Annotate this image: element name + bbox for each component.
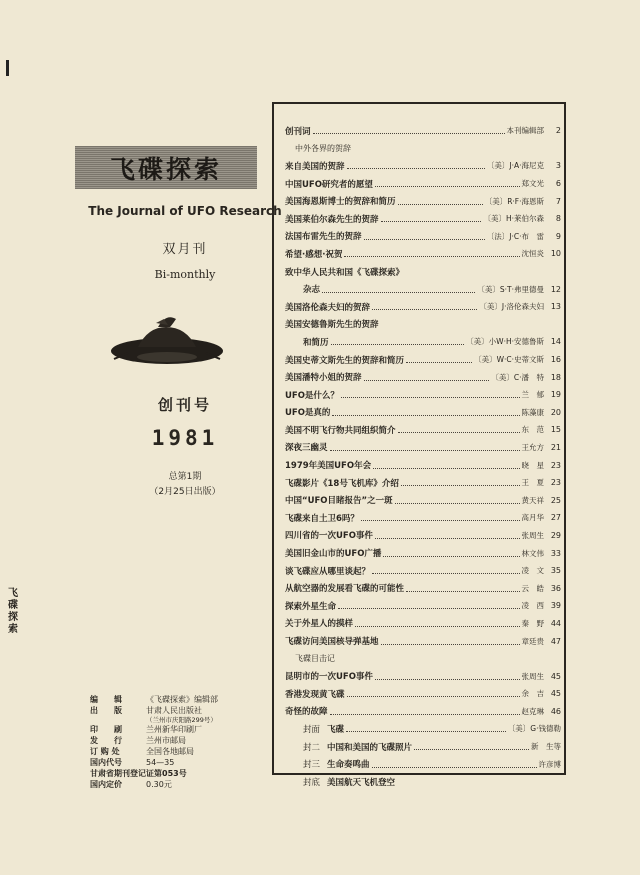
toc-entry <box>285 421 561 439</box>
toc-title: 美国洛伦森夫妇的贺辞 <box>285 302 371 313</box>
toc-author: 〔美〕J·A·海尼克 <box>486 161 544 171</box>
toc-leader <box>322 286 475 293</box>
toc-leader <box>414 743 529 750</box>
toc-leader <box>347 690 520 697</box>
toc-page: 23 <box>550 478 561 488</box>
toc-title: 法国布雷先生的贺辞 <box>285 232 362 243</box>
toc-author: 高月华 <box>521 513 544 523</box>
toc-author: 兰 郁 <box>521 390 544 400</box>
toc-title: 美国航天飞机登空 <box>327 777 396 788</box>
toc-title: 生命奏鸣曲 <box>327 760 370 771</box>
toc-leader <box>401 479 520 486</box>
imprint-row <box>90 746 218 757</box>
toc-leader <box>381 215 482 222</box>
toc-page: 33 <box>550 548 561 558</box>
imprint-key: 出 版 <box>90 706 122 715</box>
toc-leader <box>381 638 520 645</box>
toc-page: 18 <box>550 372 561 382</box>
toc-entry <box>285 404 561 422</box>
toc-entry <box>285 351 561 369</box>
toc-section-title: 中外各界的贺辞 <box>295 143 351 153</box>
toc-leader <box>313 127 505 134</box>
toc-author: 〔美〕C·潘 特 <box>491 372 544 382</box>
issue-date: （2月25日出版） <box>149 487 221 497</box>
toc-title: 中国“UFO目睹报告”之一斑 <box>285 496 393 507</box>
toc-leader <box>331 338 465 345</box>
toc-author: 〔美〕J·洛伦森夫妇 <box>479 302 544 312</box>
toc-leader <box>330 708 520 715</box>
imprint-row <box>90 779 218 790</box>
toc-entry <box>285 720 561 738</box>
journal-english-title: The Journal of UFO Research <box>88 204 282 218</box>
toc-entry <box>285 263 561 281</box>
toc-title: UFO是真的 <box>285 408 331 419</box>
toc-entry <box>285 562 561 580</box>
toc-entry <box>285 210 561 228</box>
toc-author: 林文伟 <box>521 548 544 558</box>
toc-title: 奇怪的故障 <box>285 707 328 718</box>
toc-leader <box>338 602 519 609</box>
toc-entry <box>285 456 561 474</box>
toc-leader <box>361 514 520 521</box>
toc-author: 本刊编辑部 <box>506 126 544 136</box>
toc-entry <box>285 491 561 509</box>
imprint-row <box>90 694 218 705</box>
toc-page: 29 <box>550 530 561 540</box>
toc-entry <box>285 192 561 210</box>
toc-leader <box>372 567 519 574</box>
toc-entry <box>285 298 561 316</box>
toc-entry <box>285 333 561 351</box>
toc-page: 39 <box>550 601 561 611</box>
toc-entry <box>285 755 561 773</box>
toc-page: 2 <box>555 126 561 136</box>
toc-page: 7 <box>555 196 561 206</box>
imprint-info <box>90 694 218 790</box>
toc-leader <box>346 725 506 732</box>
imprint-key: 国内定价 <box>90 780 122 789</box>
toc-author: 余 吉 <box>521 689 544 699</box>
toc-leader <box>344 250 519 257</box>
toc-leader <box>364 374 490 381</box>
toc-title: 美国潘特小姐的贺辞 <box>285 373 362 384</box>
toc-entry <box>285 368 561 386</box>
toc-title: 飞碟来自土卫6吗？ <box>285 513 359 524</box>
toc-title: 从航空器的发展看飞碟的可能性 <box>285 584 405 595</box>
issue-title: 创刊号 <box>157 396 212 414</box>
toc-page: 44 <box>550 618 561 628</box>
imprint-value: 54—35 <box>146 758 175 767</box>
toc-leader <box>373 462 519 469</box>
toc-author: 云 皓 <box>521 583 544 593</box>
toc-title: 飞碟 <box>327 724 345 735</box>
toc-entry <box>285 122 561 140</box>
toc-title: 飞碟访问美国核导弹基地 <box>285 637 379 648</box>
toc-section-heading <box>285 140 561 158</box>
toc-author: 凌 文 <box>521 566 544 576</box>
imprint-row <box>90 724 218 735</box>
toc-section-heading <box>285 650 561 668</box>
toc-author: 凌 西 <box>521 601 544 611</box>
toc-title: 昆明市的一次UFO事件 <box>285 672 373 683</box>
toc-page: 21 <box>550 442 561 452</box>
toc-title: UFO是什么？ <box>285 390 339 401</box>
toc-leader <box>406 356 472 363</box>
toc-author: 沈恒炎 <box>521 249 544 259</box>
toc-entry <box>285 632 561 650</box>
toc-entry <box>285 527 561 545</box>
toc-page: 45 <box>550 671 561 681</box>
toc-entry <box>285 667 561 685</box>
masthead-logo <box>75 146 257 189</box>
toc-leader <box>398 426 520 433</box>
toc-title: 美国莱伯尔森先生的贺辞 <box>285 214 379 225</box>
toc-page: 16 <box>550 355 561 365</box>
spine-mark <box>6 60 9 76</box>
toc-page: 13 <box>550 302 561 312</box>
toc-title: 1979年美国UFO年会 <box>285 461 372 472</box>
toc-cover-label: 封底 <box>303 777 321 788</box>
toc-title: 探索外星生命 <box>285 601 337 612</box>
toc-page: 25 <box>550 495 561 505</box>
ufo-illustration <box>108 313 226 371</box>
toc-entry <box>285 615 561 633</box>
imprint-key: 编 辑 <box>90 695 122 704</box>
toc-title: 来自美国的贺辞 <box>285 161 345 172</box>
toc-entry <box>285 773 561 791</box>
toc-title: 中国和美国的飞碟照片 <box>327 742 413 753</box>
toc-entry <box>285 245 561 263</box>
toc-cover-label: 封三 <box>303 760 321 771</box>
toc-entry <box>285 738 561 756</box>
toc-page: 23 <box>550 460 561 470</box>
toc-page: 19 <box>550 390 561 400</box>
toc-page: 10 <box>550 249 561 259</box>
toc-entry <box>285 157 561 175</box>
toc-author: 〔美〕小W·H·安德鲁斯 <box>466 337 544 347</box>
imprint-address: （兰州市庆阳路299号） <box>146 716 217 724</box>
toc-cover-label: 封二 <box>303 742 321 753</box>
toc-author: 〔美〕S·T·弗里德曼 <box>477 284 544 294</box>
toc-page: 20 <box>550 407 561 417</box>
toc-entry <box>285 228 561 246</box>
toc-leader <box>355 620 519 627</box>
toc-title: 关于外星人的摸样 <box>285 619 354 630</box>
toc-leader <box>383 550 519 557</box>
toc-entry <box>285 703 561 721</box>
toc-leader <box>375 180 520 187</box>
toc-page: 6 <box>555 179 561 189</box>
toc-title: 和简历 <box>303 337 329 348</box>
imprint-value: 《飞碟探索》编辑部 <box>146 695 218 704</box>
toc-entry <box>285 280 561 298</box>
toc-author: 黄天祥 <box>521 495 544 505</box>
toc-author: 王 夏 <box>521 478 544 488</box>
imprint-value: 甘肃人民出版社 <box>146 706 202 715</box>
toc-entry <box>285 386 561 404</box>
toc-leader <box>406 585 519 592</box>
bimonthly-label-en: Bi-monthly <box>154 268 216 281</box>
toc-title: 杂志 <box>303 285 321 296</box>
toc-leader <box>372 303 477 310</box>
toc-author: 王允方 <box>521 442 544 452</box>
toc-title: 美国安德鲁斯先生的贺辞 <box>285 320 379 331</box>
toc-author: 章廷贵 <box>521 636 544 646</box>
imprint-value: 兰州新华印刷厂 <box>146 725 202 734</box>
toc-author: 晓 星 <box>521 460 544 470</box>
toc-leader <box>341 391 520 398</box>
imprint-registration: 甘肃省期刊登记证第053号 <box>90 769 187 778</box>
toc-page: 3 <box>555 161 561 171</box>
toc-list <box>285 122 561 791</box>
toc-entry <box>285 474 561 492</box>
toc-author: 郑文光 <box>521 179 544 189</box>
toc-author: 〔美〕W·C·史蒂文斯 <box>474 355 544 365</box>
toc-page: 15 <box>550 425 561 435</box>
imprint-key: 发 行 <box>90 736 122 745</box>
toc-author: 秦 野 <box>521 618 544 628</box>
toc-page: 47 <box>550 636 561 646</box>
imprint-key: 印 刷 <box>90 725 122 734</box>
toc-author: 〔美〕R·F·海恩斯 <box>484 196 544 206</box>
toc-author: 〔美〕H·莱伯尔森 <box>483 214 544 224</box>
toc-leader <box>375 532 520 539</box>
toc-page: 45 <box>550 689 561 699</box>
toc-page: 46 <box>550 706 561 716</box>
toc-title: 中国UFO研究者的愿望 <box>285 179 373 190</box>
toc-page: 9 <box>555 231 561 241</box>
imprint-key: 国内代号 <box>90 758 122 767</box>
toc-page: 14 <box>550 337 561 347</box>
toc-entry <box>285 544 561 562</box>
toc-page: 27 <box>550 513 561 523</box>
toc-title: 希望·感想·祝贺 <box>285 249 343 260</box>
imprint-value: 兰州市邮局 <box>146 736 186 745</box>
toc-page: 35 <box>550 566 561 576</box>
toc-entry <box>285 316 561 334</box>
toc-entry <box>285 597 561 615</box>
toc-author: 陈藻康 <box>521 407 544 417</box>
toc-title: 美国旧金山市的UFO广播 <box>285 549 382 560</box>
side-title: 飞碟探索 <box>8 588 19 635</box>
toc-entry <box>285 175 561 193</box>
toc-leader <box>375 673 520 680</box>
toc-entry <box>285 579 561 597</box>
imprint-row <box>90 705 218 716</box>
toc-title: 四川省的一次UFO事件 <box>285 531 373 542</box>
imprint-row <box>90 757 218 768</box>
toc-author: 〔法〕J·C·布 雷 <box>486 231 544 241</box>
logo-text: 飞碟探索 <box>109 154 222 184</box>
toc-leader <box>330 444 520 451</box>
imprint-key: 订 购 处 <box>90 747 120 756</box>
imprint-value: 0.30元 <box>146 780 172 789</box>
toc-title: 美国不明飞行物共同组织简介 <box>285 425 396 436</box>
toc-leader <box>332 409 519 416</box>
toc-page: 8 <box>555 214 561 224</box>
toc-author: 张周生 <box>521 530 544 540</box>
toc-author: 新 生等 <box>531 742 561 752</box>
toc-title: 创刊词 <box>285 126 311 137</box>
bimonthly-label-cn: 双月刊 <box>162 242 208 257</box>
issue-year: 1981 <box>151 426 219 450</box>
toc-title: 飞碟影片《18号飞机库》介绍 <box>285 478 399 489</box>
toc-entry <box>285 509 561 527</box>
issue-number: 总第1期 <box>168 472 202 482</box>
toc-leader <box>395 497 520 504</box>
toc-title: 谈飞碟应从哪里谈起？ <box>285 566 371 577</box>
toc-leader <box>347 162 485 169</box>
toc-page: 36 <box>550 583 561 593</box>
toc-section-title: 飞碟目击记 <box>295 654 335 664</box>
toc-author: 许彦博 <box>538 759 561 769</box>
toc-title: 致中华人民共和国《飞碟探索》 <box>285 267 405 278</box>
toc-author: 赵克琳 <box>521 706 544 716</box>
toc-title: 深夜三幽灵 <box>285 443 328 454</box>
toc-title: 美国史蒂文斯先生的贺辞和简历 <box>285 355 405 366</box>
imprint-value: 全国各地邮局 <box>146 747 194 756</box>
toc-leader <box>364 233 485 240</box>
toc-author: 东 范 <box>521 425 544 435</box>
toc-leader <box>372 761 537 768</box>
toc-title: 美国海恩斯博士的贺辞和简历 <box>285 197 396 208</box>
table-of-contents <box>272 102 566 788</box>
toc-cover-label: 封面 <box>303 724 321 735</box>
toc-leader <box>398 198 483 205</box>
toc-author: 〔美〕G·钱德勒 <box>507 724 561 734</box>
toc-page: 12 <box>550 284 561 294</box>
toc-entry <box>285 685 561 703</box>
toc-title: 香港发现黄飞碟 <box>285 689 345 700</box>
imprint-row <box>90 735 218 746</box>
toc-entry <box>285 439 561 457</box>
toc-author: 张周生 <box>521 671 544 681</box>
